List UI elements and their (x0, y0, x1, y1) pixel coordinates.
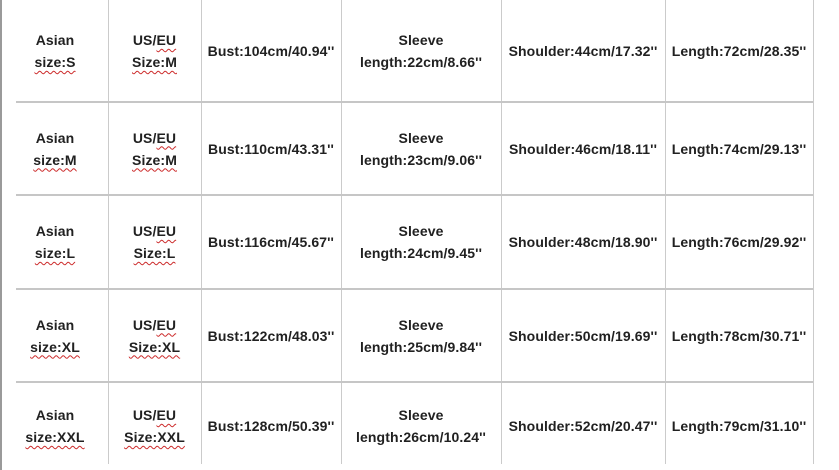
sleeve-label: Sleeve (398, 129, 444, 146)
cell-us-eu-size (108, 382, 201, 470)
bust-value: Bust:122cm/48.03'' (207, 327, 335, 344)
cell-length (665, 289, 813, 382)
asian-size-label: Asian (35, 316, 75, 333)
us-eu-prefix: US/ (132, 316, 157, 333)
us-eu-label (133, 220, 176, 242)
asian-size-value: size:M (33, 151, 77, 168)
shoulder-value: Shoulder:46cm/18.11'' (508, 140, 658, 157)
length-value: Length:72cm/28.35'' (671, 43, 807, 59)
asian-size-value: size:S (34, 54, 76, 70)
asian-size-label: Asian (35, 223, 75, 239)
us-eu-suffix: EU (156, 316, 177, 333)
length-value: Length:74cm/29.13'' (671, 140, 807, 157)
cell-asian-size (2, 289, 108, 382)
asian-size-label: Asian (35, 407, 75, 423)
us-eu-label (133, 29, 176, 51)
column-separator (501, 0, 502, 464)
cell-shoulder (501, 0, 665, 102)
cell-asian-size (2, 0, 108, 102)
cell-us-eu-size (108, 0, 201, 102)
length-value: Length:79cm/31.10'' (671, 418, 807, 434)
row-separator (16, 194, 813, 196)
table-row (2, 102, 813, 195)
sleeve-value: length:26cm/10.24'' (356, 429, 486, 445)
cell-bust (201, 289, 341, 382)
cell-sleeve-length (341, 0, 501, 102)
us-eu-suffix: EU (156, 223, 177, 239)
cell-us-eu-size (108, 195, 201, 289)
size-table (2, 0, 813, 470)
us-eu-prefix: US/ (132, 223, 157, 239)
asian-size-value: size:XL (30, 338, 80, 355)
shoulder-value: Shoulder:52cm/20.47'' (508, 418, 658, 434)
cell-shoulder (501, 382, 665, 470)
length-value: Length:78cm/30.71'' (671, 327, 807, 344)
us-eu-label (133, 314, 176, 336)
asian-size-value: size:L (34, 245, 76, 261)
us-eu-prefix: US/ (132, 407, 157, 423)
us-eu-label (133, 404, 176, 426)
asian-size-label: Asian (35, 129, 75, 146)
cell-length (665, 195, 813, 289)
cell-length (665, 382, 813, 470)
bust-value: Bust:116cm/45.67'' (208, 234, 334, 250)
length-value: Length:76cm/29.92'' (671, 234, 807, 250)
shoulder-value: Shoulder:48cm/18.90'' (508, 234, 658, 250)
cell-sleeve-length (341, 382, 501, 470)
column-separator (341, 0, 342, 464)
cell-bust (201, 195, 341, 289)
us-eu-prefix: US/ (132, 32, 157, 48)
cell-bust (201, 382, 341, 470)
cell-bust (201, 0, 341, 102)
cell-us-eu-size (108, 289, 201, 382)
table-right-border (813, 0, 814, 464)
table-row (2, 0, 813, 102)
us-eu-value: Size:M (132, 151, 177, 168)
sleeve-value: length:24cm/9.45'' (359, 245, 483, 261)
us-eu-value: Size:XXL (124, 429, 185, 445)
column-separator (201, 0, 202, 464)
sleeve-label: Sleeve (398, 32, 444, 48)
cell-bust (201, 102, 341, 195)
cell-length (665, 0, 813, 102)
cell-asian-size (2, 195, 108, 289)
us-eu-value: Size:L (133, 245, 176, 261)
sleeve-label: Sleeve (398, 223, 444, 239)
sleeve-value: length:23cm/9.06'' (359, 151, 483, 168)
us-eu-value: Size:XL (128, 338, 181, 355)
row-separator (16, 381, 813, 383)
table-row (2, 382, 813, 470)
cell-shoulder (501, 195, 665, 289)
column-separator (108, 0, 109, 464)
asian-size-value: size:XXL (25, 429, 85, 445)
us-eu-suffix: EU (156, 129, 177, 146)
us-eu-suffix: EU (156, 407, 177, 423)
cell-asian-size (2, 382, 108, 470)
row-separator (16, 101, 813, 103)
cell-sleeve-length (341, 289, 501, 382)
us-eu-value: Size:M (132, 54, 177, 70)
shoulder-value: Shoulder:44cm/17.32'' (508, 43, 658, 59)
bust-value: Bust:110cm/43.31'' (208, 140, 334, 157)
cell-us-eu-size (108, 102, 201, 195)
us-eu-prefix: US/ (132, 129, 157, 146)
cell-length (665, 102, 813, 195)
bust-value: Bust:104cm/40.94'' (207, 43, 335, 59)
cell-sleeve-length (341, 102, 501, 195)
cell-sleeve-length (341, 195, 501, 289)
sleeve-value: length:25cm/9.84'' (359, 338, 483, 355)
table-row (2, 195, 813, 289)
us-eu-suffix: EU (156, 32, 177, 48)
row-separator (16, 288, 813, 290)
cell-shoulder (501, 289, 665, 382)
cell-asian-size (2, 102, 108, 195)
shoulder-value: Shoulder:50cm/19.69'' (508, 327, 658, 344)
column-separator (665, 0, 666, 464)
sleeve-value: length:22cm/8.66'' (359, 54, 483, 70)
asian-size-label: Asian (35, 32, 75, 48)
table-row (2, 289, 813, 382)
cell-shoulder (501, 102, 665, 195)
sleeve-label: Sleeve (398, 316, 444, 333)
us-eu-label (133, 127, 176, 149)
sleeve-label: Sleeve (398, 407, 444, 423)
bust-value: Bust:128cm/50.39'' (207, 418, 335, 434)
